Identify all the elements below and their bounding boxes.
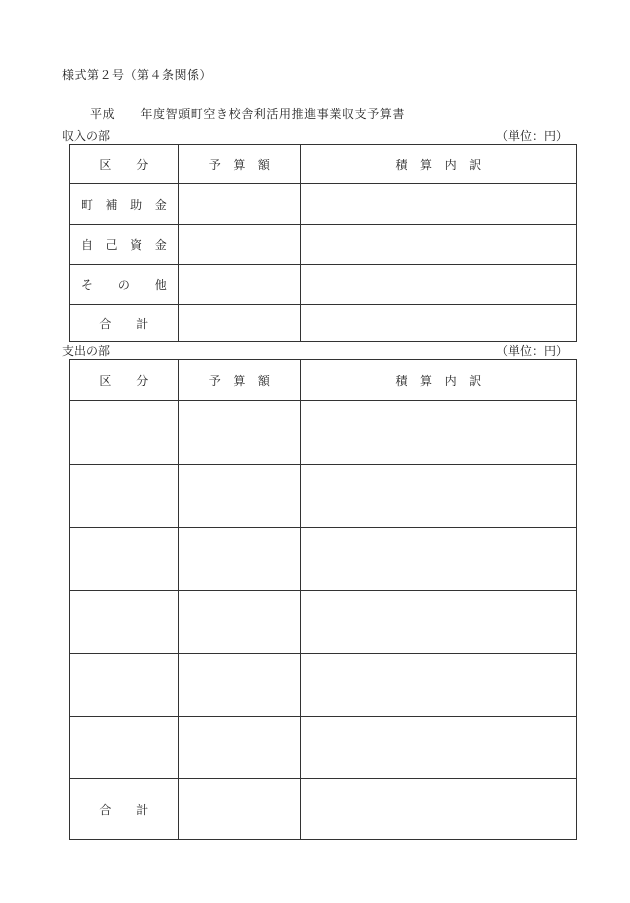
expense-section-label: 支出の部 [62,344,111,358]
income-amount-cell[interactable] [179,265,301,305]
expense-row [70,465,577,528]
income-header-breakdown: 積 算 内 訳 [301,145,577,184]
expense-table [69,359,577,840]
income-table [69,144,577,342]
expense-total-row [70,779,577,840]
expense-header-category: 区 分 [70,360,179,401]
expense-amount-cell[interactable] [179,591,301,654]
expense-breakdown-cell[interactable] [301,717,577,779]
expense-amount-cell[interactable] [179,654,301,717]
expense-row [70,717,577,779]
income-breakdown-cell[interactable] [301,265,577,305]
expense-breakdown-cell[interactable] [301,401,577,465]
income-amount-cell[interactable] [179,184,301,225]
income-row-label: 町 補 助 金 [70,184,179,225]
income-header-row [70,145,577,184]
expense-amount-cell[interactable] [179,528,301,591]
expense-row [70,401,577,465]
income-row [70,225,577,265]
expense-row [70,591,577,654]
expense-category-cell[interactable] [70,528,179,591]
expense-amount-cell[interactable] [179,465,301,528]
form-number: 様式第２号（第４条関係） [62,68,213,82]
income-row-label: 自 己 資 金 [70,225,179,265]
expense-breakdown-cell[interactable] [301,591,577,654]
income-total-amount-cell[interactable] [179,305,301,342]
expense-category-cell[interactable] [70,465,179,528]
income-total-label: 合 計 [70,305,179,342]
income-breakdown-cell[interactable] [301,225,577,265]
income-breakdown-cell[interactable] [301,184,577,225]
expense-header-amount: 予 算 額 [179,360,301,401]
expense-unit-label: （単位：円） [495,344,568,358]
income-header-category: 区 分 [70,145,179,184]
expense-amount-cell[interactable] [179,401,301,465]
expense-total-breakdown-cell[interactable] [301,779,577,840]
expense-breakdown-cell[interactable] [301,528,577,591]
expense-category-cell[interactable] [70,591,179,654]
income-header-amount: 予 算 額 [179,145,301,184]
expense-row [70,654,577,717]
income-section-label: 収入の部 [62,129,111,143]
expense-category-cell[interactable] [70,717,179,779]
expense-total-amount-cell[interactable] [179,779,301,840]
income-row [70,184,577,225]
expense-header-row [70,360,577,401]
document-title: 平成 年度智頭町空き校舎利活用推進事業収支予算書 [90,107,406,121]
income-row-label: そ の 他 [70,265,179,305]
income-total-row [70,305,577,342]
income-row [70,265,577,305]
expense-header-breakdown: 積 算 内 訳 [301,360,577,401]
expense-category-cell[interactable] [70,654,179,717]
income-total-breakdown-cell[interactable] [301,305,577,342]
income-amount-cell[interactable] [179,225,301,265]
expense-breakdown-cell[interactable] [301,654,577,717]
expense-breakdown-cell[interactable] [301,465,577,528]
income-unit-label: （単位：円） [495,129,568,143]
expense-row [70,528,577,591]
expense-category-cell[interactable] [70,401,179,465]
expense-amount-cell[interactable] [179,717,301,779]
expense-total-label: 合 計 [70,779,179,840]
